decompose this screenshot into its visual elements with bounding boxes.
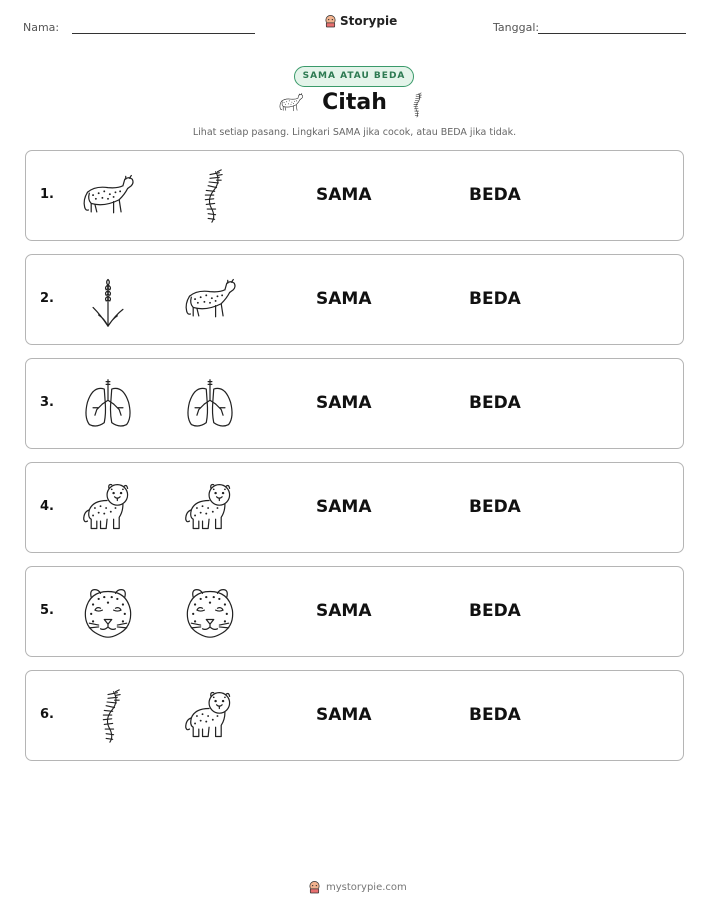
- footer-url[interactable]: mystorypie.com: [326, 881, 407, 893]
- different-option[interactable]: BEDA: [469, 705, 521, 725]
- footer: [308, 880, 407, 894]
- lungs-icon: [80, 376, 136, 432]
- brand-logo: [324, 14, 397, 28]
- mascot-icon: [308, 880, 321, 894]
- same-option[interactable]: SAMA: [316, 185, 372, 205]
- spine-icon: [182, 168, 238, 224]
- cheetah-face-icon: [182, 584, 238, 640]
- question-number: 2.: [40, 291, 54, 306]
- date-label: Tanggal:: [493, 21, 540, 34]
- question-row: [25, 670, 684, 761]
- instructions: Lihat setiap pasang. Lingkari SAMA jika cocok, atau BEDA jika tidak.: [192, 127, 517, 138]
- cheetah-cub-icon: [80, 480, 136, 536]
- brand-name: Storypie: [340, 14, 398, 28]
- cheetah-cub-icon: [182, 688, 238, 744]
- lungs-icon: [182, 376, 238, 432]
- activity-tag: SAMA ATAU BEDA: [294, 66, 414, 87]
- cheetah-icon: [182, 272, 238, 328]
- question-row: [25, 462, 684, 553]
- different-option[interactable]: BEDA: [469, 393, 521, 413]
- question-number: 4.: [40, 499, 54, 514]
- question-number: 3.: [40, 395, 54, 410]
- different-option[interactable]: BEDA: [469, 289, 521, 309]
- same-option[interactable]: SAMA: [316, 393, 372, 413]
- question-row: [25, 150, 684, 241]
- cheetah-face-icon: [80, 584, 136, 640]
- different-option[interactable]: BEDA: [469, 497, 521, 517]
- question-number: 5.: [40, 603, 54, 618]
- question-number: 6.: [40, 707, 54, 722]
- spine-icon: [80, 688, 136, 744]
- different-option[interactable]: BEDA: [469, 601, 521, 621]
- name-label: Nama:: [23, 21, 60, 34]
- wheat-icon: [80, 272, 136, 328]
- different-option[interactable]: BEDA: [469, 185, 521, 205]
- question-row: [25, 566, 684, 657]
- date-line[interactable]: [538, 33, 686, 34]
- question-row: [25, 254, 684, 345]
- spine-icon: [403, 90, 429, 120]
- cheetah-icon: [80, 168, 136, 224]
- page-title: Citah: [322, 90, 387, 115]
- same-option[interactable]: SAMA: [316, 289, 372, 309]
- cheetah-cub-icon: [182, 480, 238, 536]
- name-line[interactable]: [72, 33, 255, 34]
- question-row: [25, 358, 684, 449]
- same-option[interactable]: SAMA: [316, 497, 372, 517]
- question-number: 1.: [40, 187, 54, 202]
- mascot-icon: [324, 14, 337, 28]
- same-option[interactable]: SAMA: [316, 705, 372, 725]
- same-option[interactable]: SAMA: [316, 601, 372, 621]
